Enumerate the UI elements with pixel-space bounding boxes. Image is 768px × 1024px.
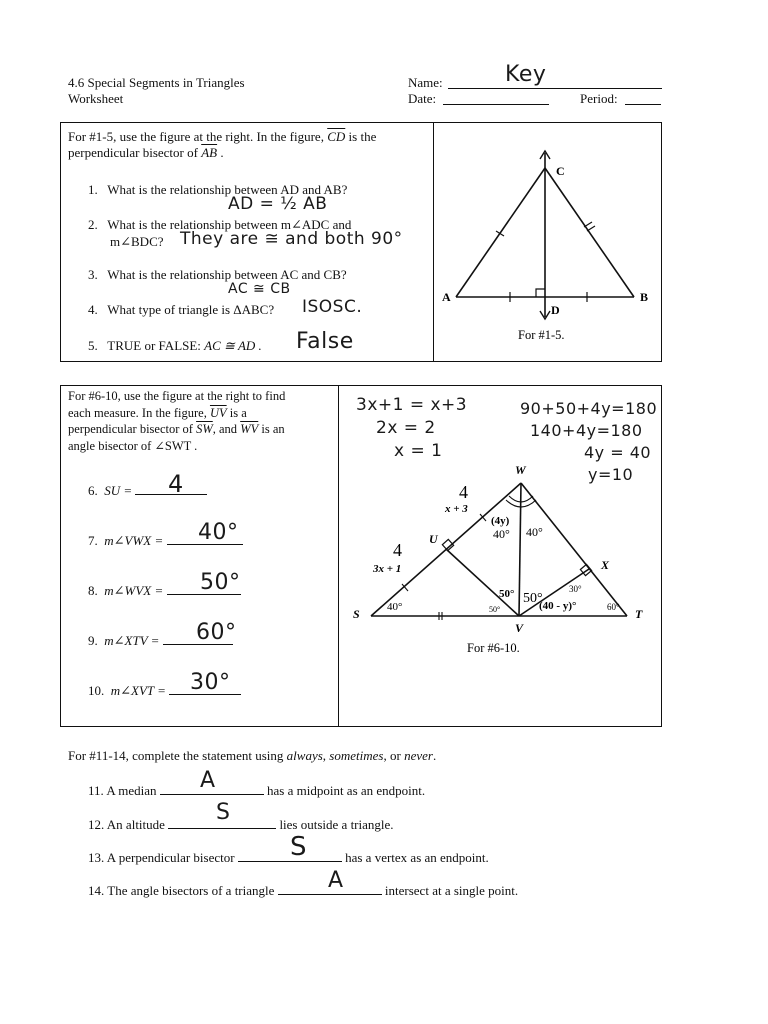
q7-text: 7. m∠VWX = xyxy=(88,532,243,549)
work-right: 90+50+4y=180 140+4y=180 4y = 40 y=10 xyxy=(520,399,658,484)
q2-text: 2. What is the relationship between m∠ADC and xyxy=(88,217,352,232)
worksheet-title: 4.6 Special Segments in Triangles xyxy=(68,75,245,90)
segment-uv xyxy=(446,549,519,616)
label-d: D xyxy=(551,303,560,317)
name-field[interactable] xyxy=(448,76,662,89)
label-a: A xyxy=(442,290,451,304)
date-field[interactable] xyxy=(443,92,549,105)
q3-text: 3. What is the relationship between AC and CB? xyxy=(88,267,347,282)
q4-answer: ISOSC. xyxy=(302,297,363,317)
figure-triangle-swt xyxy=(339,386,661,726)
q13-answer: S xyxy=(290,832,308,862)
q14-answer: A xyxy=(328,868,344,893)
q9-answer: 60° xyxy=(196,620,237,645)
q6-answer: 4 xyxy=(168,470,184,498)
value-x-plus-3: 4 xyxy=(459,482,468,502)
period-field[interactable] xyxy=(625,92,661,105)
section3-intro: For #11-14, complete the statement using always, sometimes, or never. xyxy=(68,748,437,763)
section1-intro: For #1-5, use the figure at the right. In the figure, $\overline{CD}$ is the perpendicular bisector of $\overline{AB}$ . xyxy=(68,129,377,160)
section2-intro: For #6-10, use the figure at the right to find each measure. In the figure, $\overline{UV}$ is a perpendicular bisector of $\overline{SW}$, and $\overline{WV}$ is an angle bisector of ∠SWT . xyxy=(68,389,286,453)
q9-text: 9. m∠XTV = xyxy=(88,632,233,649)
side-ac xyxy=(456,168,545,297)
label-x: X xyxy=(601,558,610,572)
figure-triangle-abc xyxy=(434,123,660,360)
angle-50-right: 50° xyxy=(523,591,543,606)
label-u: U xyxy=(429,532,438,546)
angle-t: 60° xyxy=(607,602,620,612)
label-s: S xyxy=(353,607,360,621)
q5-answer: False xyxy=(296,329,354,354)
q12-text: 12. An altitude lies outside a triangle. xyxy=(88,817,394,832)
q8-answer: 50° xyxy=(200,570,241,595)
q11-answer: A xyxy=(200,768,216,793)
segment-wv xyxy=(519,483,521,616)
angle-s: 40° xyxy=(387,601,403,613)
q2-answer: They are ≅ and both 90° xyxy=(180,229,403,249)
q12-answer: S xyxy=(216,800,231,825)
tick-bc-2 xyxy=(587,226,595,231)
angle-40-minus-y: (40 - y)° xyxy=(539,600,577,612)
angle-40: 40° xyxy=(526,525,543,539)
q1-text: 1. What is the relationship between AD and AB? xyxy=(88,182,348,197)
date-label: Date: xyxy=(408,91,437,106)
label-v: V xyxy=(515,621,524,635)
q8-text: 8. m∠WVX = xyxy=(88,582,241,599)
q13-text: 13. A perpendicular bisector has a vertex as an endpoint. xyxy=(88,850,489,865)
angle-svu: 50° xyxy=(489,605,501,614)
label-b: B xyxy=(640,290,649,304)
value-3x-plus-1: 4 xyxy=(393,540,402,560)
q4-text: 4. What type of triangle is ΔABC? xyxy=(88,302,275,317)
label-3x-plus-1: 3x + 1 xyxy=(373,563,402,575)
label-c: C xyxy=(556,164,565,178)
figure2-caption: For #6-10. xyxy=(467,641,520,655)
q3-answer: AC ≅ CB xyxy=(228,281,291,297)
period-label: Period: xyxy=(580,91,618,106)
q10-text: 10. m∠XVT = xyxy=(88,682,241,699)
label-w: W xyxy=(515,463,526,477)
q6-text: 6. SU = xyxy=(88,482,207,499)
angle-4y-value: 40° xyxy=(493,527,510,541)
q10-answer: 30° xyxy=(190,670,231,695)
q11-text: 11. A median has a midpoint as an endpoint. xyxy=(88,783,426,798)
worksheet-subtitle: Worksheet xyxy=(68,91,124,106)
tick-bc-1 xyxy=(584,222,592,227)
q1-answer: AD = ½ AB xyxy=(228,194,328,214)
figure1-caption: For #1-5. xyxy=(518,328,565,342)
work-left: 3x+1 = x+3 2x = 2 x = 1 xyxy=(356,395,468,461)
q2-text-b: m∠BDC? xyxy=(110,234,164,249)
right-angle-mark xyxy=(536,289,545,297)
angle-30: 30° xyxy=(569,584,582,594)
angle-50-left: 50° xyxy=(499,588,515,600)
tick-ac xyxy=(496,231,504,236)
label-x-plus-3: x + 3 xyxy=(445,503,468,515)
label-t: T xyxy=(635,607,643,621)
side-bc xyxy=(545,168,634,297)
name-label: Name: xyxy=(408,75,443,90)
angle-4y: (4y) xyxy=(491,515,510,527)
q7-answer: 40° xyxy=(198,520,239,545)
q5-text: 5. TRUE or FALSE: AC ≅ AD . xyxy=(88,338,262,353)
name-value: Key xyxy=(505,62,547,87)
q14-text: 14. The angle bisectors of a triangle intersect at a single point. xyxy=(88,883,519,898)
